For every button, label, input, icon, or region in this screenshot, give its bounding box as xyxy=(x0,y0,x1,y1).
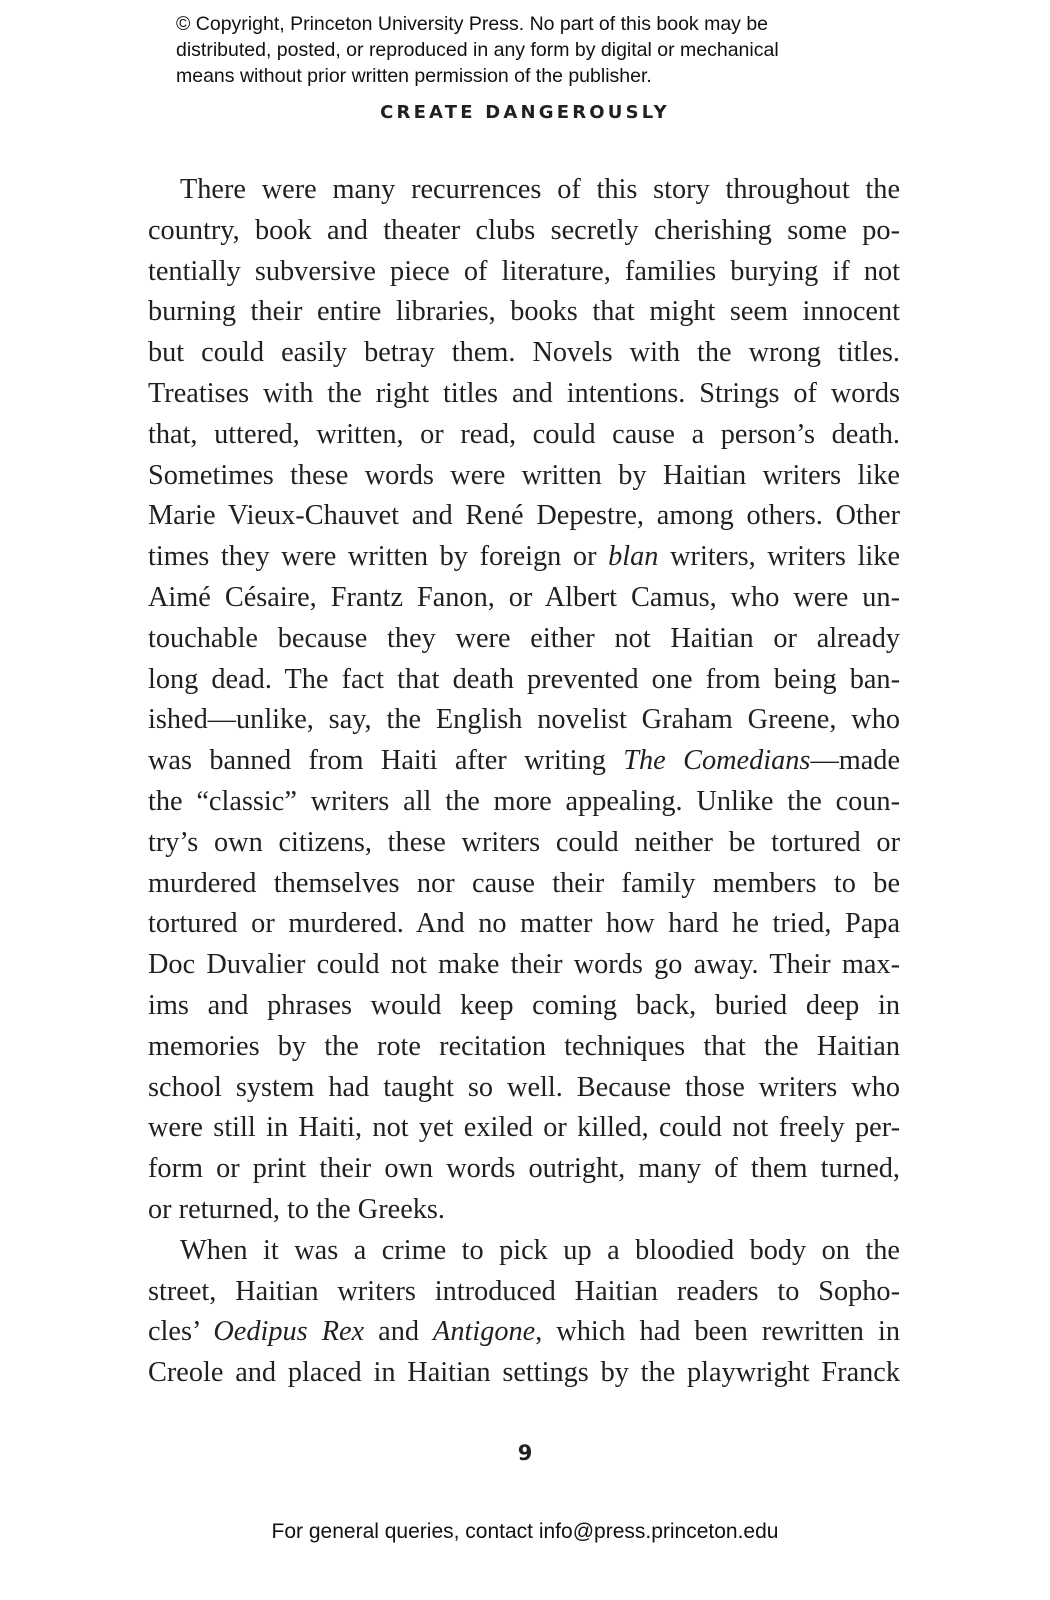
text-line: street, Haitian writers introduced Haitian readers to Sopho- xyxy=(148,1275,900,1307)
text-span: —made xyxy=(810,745,901,777)
copyright-line: © Copyright, Princeton University Press. No part of this book may be xyxy=(176,13,769,35)
text-span: cles’ xyxy=(148,1316,200,1348)
body-text xyxy=(148,170,900,1394)
text-span: , which had been rewritten in xyxy=(535,1316,900,1348)
page-number: 9 xyxy=(517,1441,533,1465)
text-line xyxy=(148,1312,900,1353)
text-line: country, book and theater clubs secretly cherishing some po- xyxy=(148,214,900,246)
book-title: Antigone xyxy=(433,1316,536,1348)
text-line: Aimé Césaire, Frantz Fanon, or Albert Camus, who were un- xyxy=(148,581,900,613)
footer-contact: For general queries, contact info@press.princeton.edu xyxy=(271,1520,779,1543)
text-line: Treatises with the right titles and intentions. Strings of words xyxy=(148,377,900,409)
text-line: Sometimes these words were written by Haitian writers like xyxy=(148,459,900,491)
text-span: times they were written by foreign or xyxy=(148,541,597,573)
text-line: burning their entire libraries, books that might seem innocent xyxy=(148,296,900,328)
text-line: touchable because they were either not Haitian or already xyxy=(148,622,900,654)
text-line: try’s own citizens, these writers could neither be tortured or xyxy=(148,826,900,858)
text-line: Doc Duvalier could not make their words go away. Their max- xyxy=(148,949,900,981)
copyright-notice xyxy=(176,11,896,89)
text-line: murdered themselves nor cause their family members to be xyxy=(148,867,900,899)
text-line: There were many recurrences of this story throughout the xyxy=(180,174,900,205)
text-line: form or print their own words outright, many of them turned, xyxy=(148,1153,900,1185)
paragraph xyxy=(148,170,900,1231)
text-line: but could easily betray them. Novels with the wrong titles. xyxy=(148,337,900,369)
text-line: or returned, to the Greeks. xyxy=(148,1193,446,1225)
text-line: Marie Vieux-Chauvet and René Depestre, among others. Other xyxy=(148,500,900,532)
text-line: the “classic” writers all the more appealing. Unlike the coun- xyxy=(148,785,900,817)
text-line: ished—unlike, say, the English novelist Graham Greene, who xyxy=(148,704,900,736)
text-line xyxy=(148,741,900,782)
text-line: ims and phrases would keep coming back, buried deep in xyxy=(148,989,900,1021)
text-line: that, uttered, written, or read, could cause a person’s death. xyxy=(148,418,900,450)
italic-term: blan xyxy=(608,541,659,573)
text-line: tentially subversive piece of literature, families burying if not xyxy=(148,255,900,287)
text-line: school system had taught so well. Because those writers who xyxy=(148,1071,900,1103)
text-span: and xyxy=(378,1316,419,1348)
text-span: was banned from Haiti after writing xyxy=(148,745,606,777)
running-head: CREATE DANGEROUSLY xyxy=(380,102,670,123)
paragraph xyxy=(148,1231,900,1394)
copyright-line: distributed, posted, or reproduced in any form by digital or mechanical xyxy=(176,39,779,61)
text-line: long dead. The fact that death prevented one from being ban- xyxy=(148,663,900,695)
book-title: The Comedians xyxy=(623,745,811,777)
copyright-line: means without prior written permission of the publisher. xyxy=(176,65,652,87)
text-line xyxy=(148,537,900,578)
text-line: were still in Haiti, not yet exiled or killed, could not freely per- xyxy=(148,1112,900,1144)
text-line: Creole and placed in Haitian settings by the playwright Franck xyxy=(148,1357,900,1389)
text-line: memories by the rote recitation techniques that the Haitian xyxy=(148,1030,900,1062)
text-line: tortured or murdered. And no matter how hard he tried, Papa xyxy=(148,908,900,940)
text-span: writers, writers like xyxy=(670,541,901,573)
text-line: When it was a crime to pick up a bloodied body on the xyxy=(180,1234,900,1266)
book-title: Oedipus Rex xyxy=(213,1316,365,1348)
